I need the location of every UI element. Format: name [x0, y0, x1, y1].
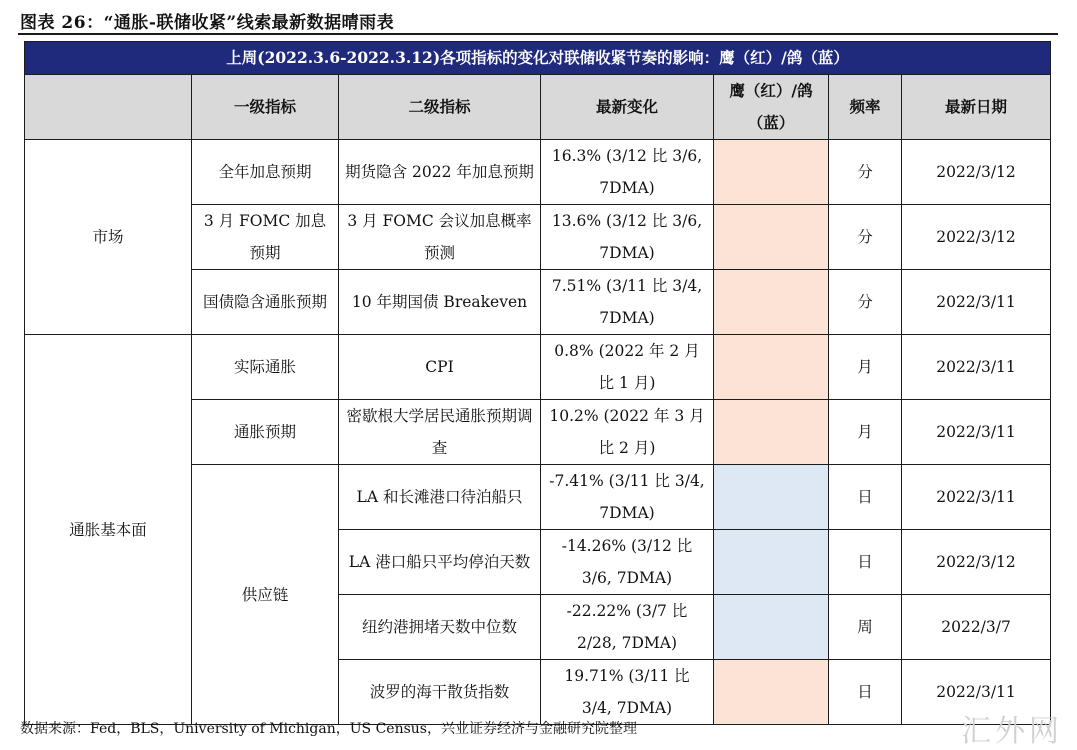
header-change: 最新变化: [541, 75, 714, 140]
frequency-cell: 日: [829, 465, 902, 530]
group-fundamentals: 通胀基本面: [25, 335, 192, 725]
level2-cell: 期货隐含 2022 年加息预期: [339, 140, 541, 205]
frequency-cell: 月: [829, 335, 902, 400]
date-cell: 2022/3/11: [902, 400, 1051, 465]
date-cell: 2022/3/12: [902, 530, 1051, 595]
table-row: [25, 335, 1051, 400]
level2-cell: CPI: [339, 335, 541, 400]
level1-cell: 全年加息预期: [192, 140, 339, 205]
signal-cell: [714, 335, 829, 400]
level1-cell: 实际通胀: [192, 335, 339, 400]
level2-cell: LA 和长滩港口待泊船只: [339, 465, 541, 530]
date-cell: 2022/3/11: [902, 465, 1051, 530]
level2-cell: 波罗的海干散货指数: [339, 660, 541, 725]
table-row: [25, 140, 1051, 205]
header-group: [25, 75, 192, 140]
change-cell: 0.8% (2022 年 2 月比 1 月): [541, 335, 714, 400]
signal-cell: [714, 270, 829, 335]
level2-cell: LA 港口船只平均停泊天数: [339, 530, 541, 595]
signal-cell: [714, 400, 829, 465]
frequency-cell: 分: [829, 270, 902, 335]
level1-cell: 供应链: [192, 465, 339, 725]
frequency-cell: 月: [829, 400, 902, 465]
signal-cell: [714, 140, 829, 205]
date-cell: 2022/3/11: [902, 660, 1051, 725]
watermark-logo: 汇外网: [961, 714, 1063, 749]
frequency-cell: 日: [829, 660, 902, 725]
date-cell: 2022/3/12: [902, 140, 1051, 205]
header-date: 最新日期: [902, 75, 1051, 140]
banner-title: 上周(2022.3.6-2022.3.12)各项指标的变化对联储收紧节奏的影响：鹰（红）/鸽（蓝）: [25, 42, 1051, 75]
level2-cell: 密歇根大学居民通胀预期调查: [339, 400, 541, 465]
signal-cell: [714, 530, 829, 595]
level2-cell: 3 月 FOMC 会议加息概率预测: [339, 205, 541, 270]
change-cell: -7.41% (3/11 比 3/4, 7DMA): [541, 465, 714, 530]
signal-cell: [714, 465, 829, 530]
change-cell: -22.22% (3/7 比 2/28, 7DMA): [541, 595, 714, 660]
header-frequency: 频率: [829, 75, 902, 140]
change-cell: 19.71% (3/11 比 3/4, 7DMA): [541, 660, 714, 725]
date-cell: 2022/3/7: [902, 595, 1051, 660]
header-row: [25, 75, 1051, 140]
date-cell: 2022/3/11: [902, 270, 1051, 335]
change-cell: 16.3% (3/12 比 3/6, 7DMA): [541, 140, 714, 205]
frequency-cell: 分: [829, 205, 902, 270]
title-rule: [18, 33, 1058, 35]
change-cell: 7.51% (3/11 比 3/4, 7DMA): [541, 270, 714, 335]
signal-cell: [714, 595, 829, 660]
signal-cell: [714, 205, 829, 270]
figure-title: 图表 26：“通胀-联储收紧”线索最新数据晴雨表: [20, 13, 395, 33]
group-market: 市场: [25, 140, 192, 335]
date-cell: 2022/3/11: [902, 335, 1051, 400]
level1-cell: 国债隐含通胀预期: [192, 270, 339, 335]
header-level1: 一级指标: [192, 75, 339, 140]
change-cell: 10.2% (2022 年 3 月比 2 月): [541, 400, 714, 465]
level2-cell: 纽约港拥堵天数中位数: [339, 595, 541, 660]
source-note: 数据来源：Fed，BLS，University of Michigan，US Census，兴业证券经济与金融研究院整理: [20, 721, 637, 737]
header-level2: 二级指标: [339, 75, 541, 140]
change-cell: 13.6% (3/12 比 3/6, 7DMA): [541, 205, 714, 270]
signal-cell: [714, 660, 829, 725]
level1-cell: 3 月 FOMC 加息预期: [192, 205, 339, 270]
banner-row: [25, 42, 1051, 75]
header-hawk-dove: 鹰（红）/鸽（蓝）: [714, 75, 829, 140]
barometer-table: [24, 41, 1051, 725]
change-cell: -14.26% (3/12 比 3/6, 7DMA): [541, 530, 714, 595]
date-cell: 2022/3/12: [902, 205, 1051, 270]
frequency-cell: 周: [829, 595, 902, 660]
level2-cell: 10 年期国债 Breakeven: [339, 270, 541, 335]
frequency-cell: 分: [829, 140, 902, 205]
level1-cell: 通胀预期: [192, 400, 339, 465]
frequency-cell: 日: [829, 530, 902, 595]
